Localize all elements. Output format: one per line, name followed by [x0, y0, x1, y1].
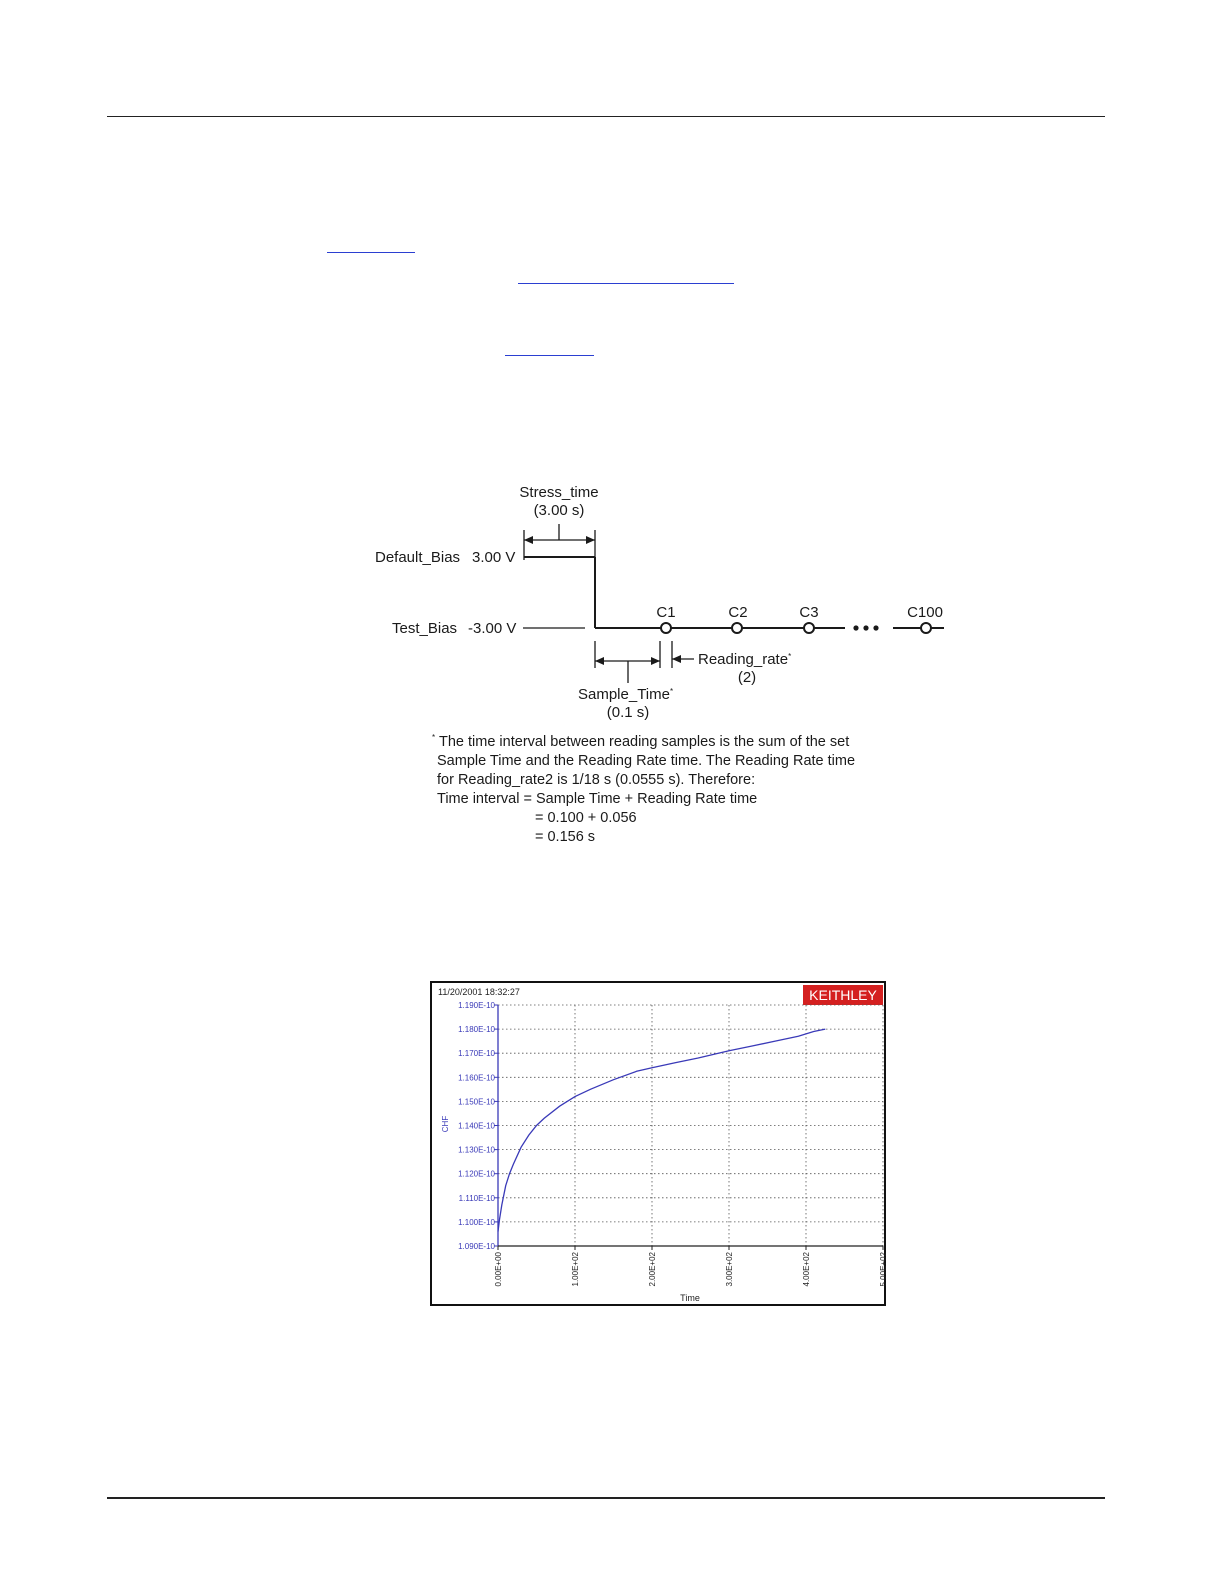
note-line-6: = 0.156 s — [535, 829, 596, 845]
ellipsis-dot — [873, 625, 878, 630]
stress-time-label: Stress_time — [519, 484, 599, 501]
test-bias-label: Test_Bias — [392, 620, 458, 637]
default-bias-value: 3.00 V — [472, 549, 516, 566]
footer-rule — [107, 1497, 1105, 1499]
chart-grid — [498, 1005, 883, 1246]
x-tick-labels — [494, 1246, 888, 1286]
reading-rate-value: (2) — [737, 669, 757, 686]
link-underline-3[interactable] — [505, 355, 594, 356]
link-underline-1[interactable] — [327, 252, 415, 253]
note-line-3: for Reading_rate2 is 1/18 s (0.0555 s). Therefore: — [437, 772, 756, 788]
sample-time-value: (0.1 s) — [606, 704, 650, 721]
y-tick-label: 1.090E-10 — [458, 1242, 495, 1251]
ellipsis-dot — [853, 625, 858, 630]
x-tick-label: 1.00E+02 — [571, 1252, 580, 1287]
chart-timestamp: 11/20/2001 18:32:27 — [438, 987, 520, 997]
series-line-chf — [498, 1029, 825, 1231]
y-tick-label: 1.100E-10 — [458, 1217, 495, 1227]
y-tick-label: 1.110E-10 — [458, 1193, 495, 1203]
x-tick-label: 3.00E+02 — [725, 1252, 734, 1287]
x-tick-label: 4.00E+02 — [802, 1252, 811, 1287]
ellipsis-dot — [863, 625, 868, 630]
y-tick-label: 1.120E-10 — [458, 1169, 495, 1179]
y-tick-label: 1.150E-10 — [458, 1097, 495, 1107]
x-tick-label: 2.00E+02 — [648, 1252, 657, 1287]
note-line-4: Time interval = Sample Time + Reading Rate time — [437, 791, 758, 807]
sample-label-c2: C2 — [728, 604, 748, 621]
x-axis-label: Time — [680, 1293, 700, 1303]
y-tick-label: 1.180E-10 — [458, 1025, 495, 1035]
note-line-5: = 0.100 + 0.056 — [535, 810, 637, 826]
note-line-2: Sample Time and the Reading Rate time. The Reading Rate time — [437, 753, 856, 769]
note-marker: * — [432, 733, 436, 742]
sample-label-c3: C3 — [799, 604, 819, 621]
x-tick-label: 5.00E+02 — [879, 1252, 888, 1287]
y-tick-label: 1.190E-10 — [458, 1001, 495, 1010]
sample-time-label: Sample_Time* — [578, 686, 674, 703]
y-tick-labels — [458, 1001, 498, 1251]
y-tick-label: 1.160E-10 — [458, 1073, 495, 1083]
reading-rate-label: Reading_rate* — [698, 651, 792, 668]
y-tick-label: 1.130E-10 — [458, 1145, 495, 1155]
sample-label-c1: C1 — [656, 604, 676, 621]
x-tick-label: 0.00E+00 — [494, 1252, 503, 1287]
note-line-1: The time interval between reading samples is the sum of the set — [439, 734, 850, 750]
link-underline-2[interactable] — [518, 283, 734, 284]
sample-label-c100: C100 — [907, 604, 943, 621]
chf-time-chart — [430, 981, 886, 1306]
y-tick-label: 1.140E-10 — [458, 1121, 495, 1131]
default-bias-label: Default_Bias — [375, 549, 461, 566]
y-tick-label: 1.170E-10 — [458, 1049, 495, 1059]
keithley-logo-text: KEITHLEY — [809, 987, 877, 1003]
timing-diagram — [360, 476, 960, 856]
stress-time-value: (3.00 s) — [533, 502, 585, 519]
y-axis-label: CHF — [441, 1115, 450, 1133]
test-bias-value: -3.00 V — [468, 620, 517, 637]
header-rule — [107, 116, 1105, 117]
